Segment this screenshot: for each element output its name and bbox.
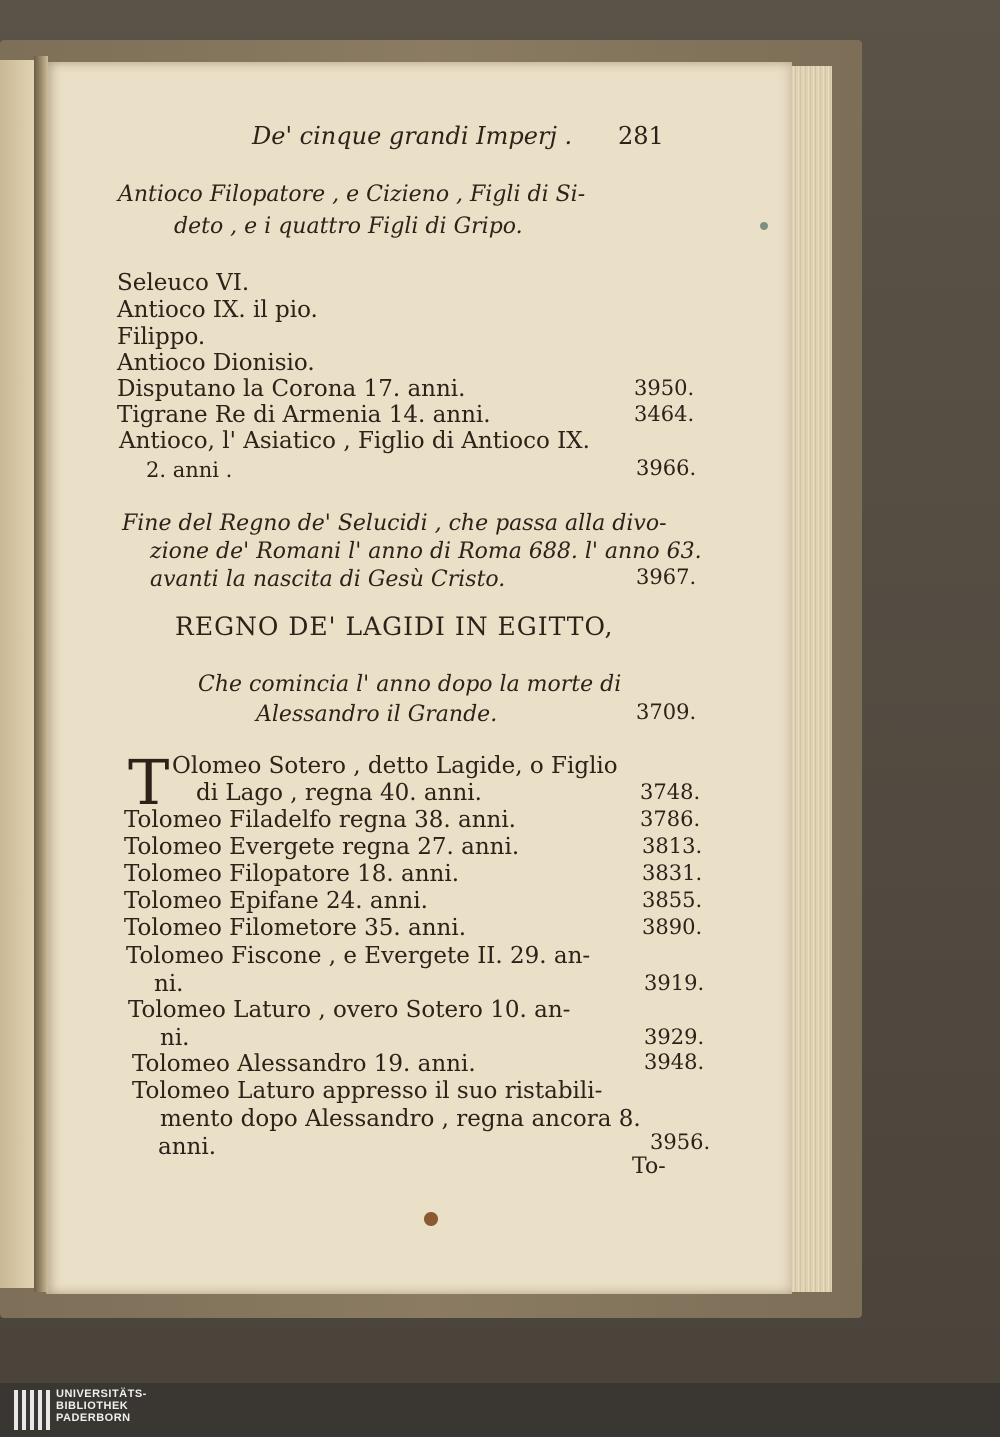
left-page-edge bbox=[0, 60, 36, 1288]
list-item: ni. bbox=[160, 1025, 190, 1051]
list-item: Filippo. bbox=[117, 324, 206, 350]
page-number: 281 bbox=[618, 122, 664, 150]
subtitle-year: 3709. bbox=[636, 700, 697, 724]
list-item: Antioco IX. il pio. bbox=[117, 297, 318, 323]
list-item: Tolomeo Alessandro 19. anni. bbox=[132, 1051, 476, 1077]
page-stain bbox=[424, 1212, 438, 1226]
fine-note-line-2: zione de' Romani l' anno di Roma 688. l' anno 63. bbox=[150, 539, 702, 564]
list-item: Tolomeo Filometore 35. anni. bbox=[124, 915, 467, 941]
library-logo-text bbox=[56, 1388, 147, 1424]
list-year: 3748. bbox=[640, 780, 701, 804]
list-item: anni. bbox=[158, 1134, 217, 1160]
list-item: Seleuco VI. bbox=[117, 270, 250, 296]
list-year: 3919. bbox=[644, 971, 705, 995]
list-year: 3966. bbox=[636, 456, 697, 480]
list-item: Disputano la Corona 17. anni. bbox=[117, 376, 466, 402]
list-year: 3948. bbox=[644, 1050, 705, 1074]
fine-note-line-1: Fine del Regno de' Selucidi , che passa alla divo- bbox=[122, 511, 667, 536]
list-item: Tolomeo Filopatore 18. anni. bbox=[124, 861, 460, 887]
list-item: Tolomeo Fiscone , e Evergete II. 29. an- bbox=[126, 943, 591, 969]
logo-line-1: UNIVERSITÄTS- bbox=[56, 1388, 147, 1400]
list-item: Tolomeo Laturo appresso il suo ristabili- bbox=[132, 1078, 603, 1104]
list-item: Antioco Dionisio. bbox=[117, 350, 315, 376]
page-stain bbox=[760, 222, 768, 230]
subtitle-line-1: Che comincia l' anno dopo la morte di bbox=[198, 672, 622, 697]
running-header bbox=[252, 122, 672, 162]
list-item: ni. bbox=[154, 971, 184, 997]
header-title: De' cinque grandi Imperj . bbox=[252, 122, 573, 150]
list-year: 3890. bbox=[642, 915, 703, 939]
intro-line-1: Antioco Filopatore , e Cizieno , Figli di Si- bbox=[118, 182, 586, 207]
list-item: Tolomeo Evergete regna 27. anni. bbox=[124, 834, 520, 860]
catchword: To- bbox=[632, 1154, 666, 1179]
page-block-edge bbox=[792, 66, 832, 1292]
list-year: 3786. bbox=[640, 807, 701, 831]
library-logo-icon bbox=[14, 1390, 50, 1430]
drop-cap: T bbox=[128, 746, 170, 819]
subtitle-line-2: Alessandro il Grande. bbox=[256, 702, 498, 727]
list-item: Tolomeo Epifane 24. anni. bbox=[124, 888, 428, 914]
list-year: 3956. bbox=[650, 1130, 711, 1154]
list-item: mento dopo Alessandro , regna ancora 8. bbox=[160, 1106, 641, 1132]
list-item: Antioco, l' Asiatico , Figlio di Antioco IX. bbox=[119, 428, 590, 454]
intro-line-2: deto , e i quattro Figli di Gripo. bbox=[174, 214, 523, 239]
list-item: Tolomeo Laturo , overo Sotero 10. an- bbox=[128, 997, 571, 1023]
list-year: 3464. bbox=[634, 402, 695, 426]
list-year: 3950. bbox=[634, 376, 695, 400]
footer-bar bbox=[0, 1383, 1000, 1437]
logo-line-3: PADERBORN bbox=[56, 1412, 131, 1424]
list-item: 2. anni . bbox=[146, 458, 233, 482]
logo-line-2: BIBLIOTHEK bbox=[56, 1400, 129, 1412]
fine-note-line-3: avanti la nascita di Gesù Cristo. bbox=[150, 567, 506, 592]
list-year: 3831. bbox=[642, 861, 703, 885]
book-gutter bbox=[34, 56, 48, 1292]
list-item: Tigrane Re di Armenia 14. anni. bbox=[117, 402, 491, 428]
fine-note-year: 3967. bbox=[636, 565, 697, 589]
list-item: Tolomeo Filadelfo regna 38. anni. bbox=[124, 807, 516, 833]
list-year: 3929. bbox=[644, 1025, 705, 1049]
list-year: 3813. bbox=[642, 834, 703, 858]
list-item: di Lago , regna 40. anni. bbox=[196, 780, 482, 806]
list-item: Olomeo Sotero , detto Lagide, o Figlio bbox=[172, 753, 618, 779]
section-title: REGNO DE' LAGIDI IN EGITTO, bbox=[175, 612, 614, 641]
list-year: 3855. bbox=[642, 888, 703, 912]
